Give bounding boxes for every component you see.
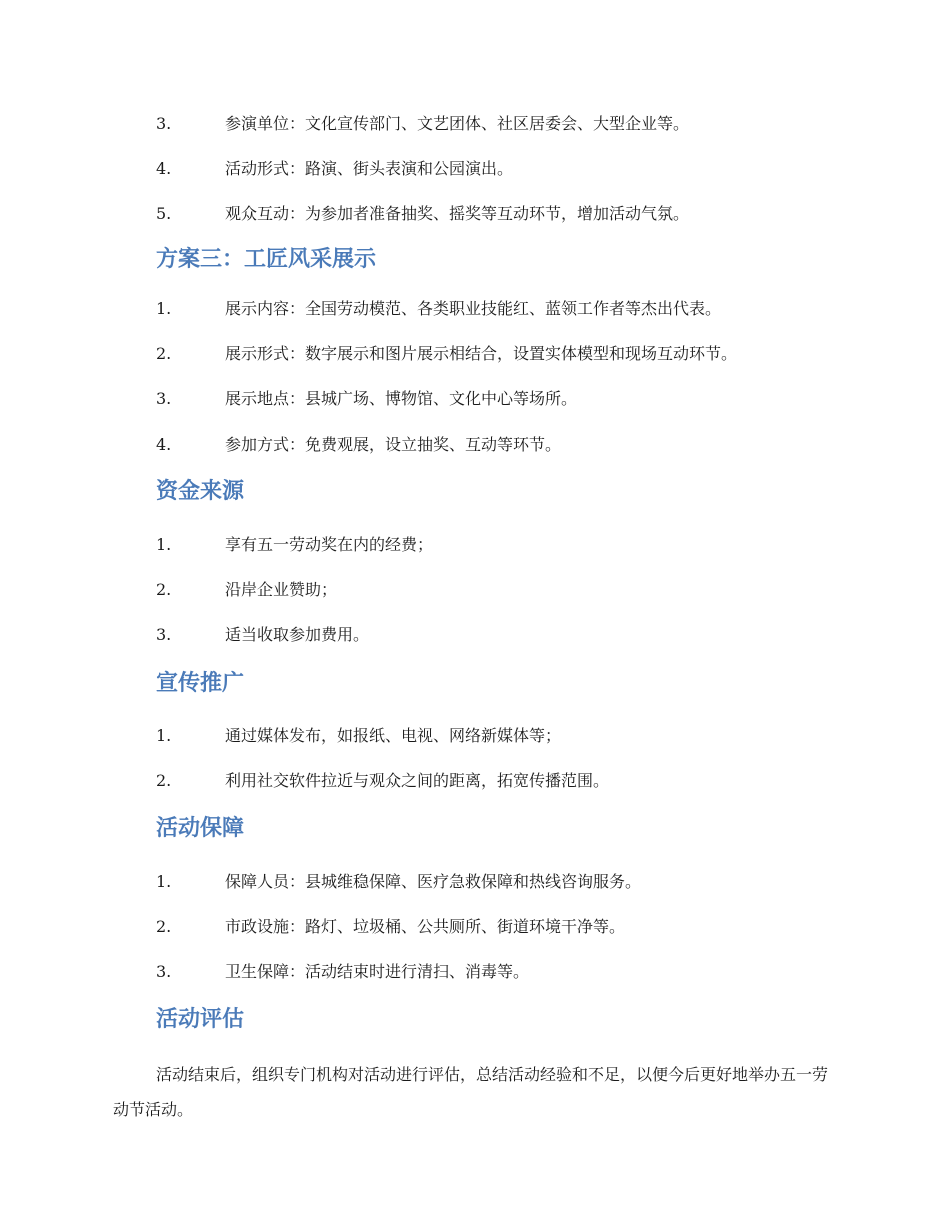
list-number: 3. — [156, 625, 172, 644]
body-paragraph: 活动结束后，组织专门机构对活动进行评估，总结活动经验和不足，以便今后更好地举办五一劳动节活动。 — [113, 1065, 829, 1119]
list-number: 4. — [156, 159, 172, 178]
list-number: 1. — [156, 872, 172, 891]
list-text: 享有五一劳动奖在内的经费； — [225, 535, 434, 554]
list-number: 2. — [156, 580, 172, 599]
section-heading: 资金来源 — [156, 479, 245, 504]
section-heading: 宣传推广 — [156, 671, 245, 696]
list-text: 保障人员：县城维稳保障、医疗急救保障和热线咨询服务。 — [225, 872, 642, 891]
list-number: 3. — [156, 114, 172, 133]
list-text: 利用社交软件拉近与观众之间的距离，拓宽传播范围。 — [225, 771, 610, 790]
list-text: 通过媒体发布，如报纸、电视、网络新媒体等； — [225, 726, 562, 745]
list-text: 展示形式：数字展示和图片展示相结合，设置实体模型和现场互动环节。 — [225, 344, 738, 363]
list-text: 活动形式：路演、街头表演和公园演出。 — [225, 159, 514, 178]
list-text: 卫生保障：活动结束时进行清扫、消毒等。 — [225, 962, 530, 981]
list-number: 3. — [156, 389, 172, 408]
section-heading: 方案三：工匠风采展示 — [156, 247, 377, 272]
list-number: 3. — [156, 962, 172, 981]
list-text: 参加方式：免费观展，设立抽奖、互动等环节。 — [225, 435, 562, 454]
list-text: 展示内容：全国劳动模范、各类职业技能红、蓝领工作者等杰出代表。 — [225, 299, 722, 318]
list-number: 2. — [156, 344, 172, 363]
list-number: 2. — [156, 771, 172, 790]
list-text: 展示地点：县城广场、博物馆、文化中心等场所。 — [225, 389, 578, 408]
section-heading: 活动评估 — [156, 1007, 245, 1032]
list-text: 观众互动：为参加者准备抽奖、摇奖等互动环节，增加活动气氛。 — [225, 204, 690, 223]
section-heading: 活动保障 — [156, 816, 245, 841]
list-text: 参演单位：文化宣传部门、文艺团体、社区居委会、大型企业等。 — [225, 114, 690, 133]
list-number: 1. — [156, 535, 172, 554]
list-number: 4. — [156, 435, 172, 454]
list-text: 沿岸企业赞助； — [225, 580, 338, 599]
list-number: 5. — [156, 204, 172, 223]
list-text: 市政设施：路灯、垃圾桶、公共厕所、街道环境干净等。 — [225, 917, 626, 936]
list-text: 适当收取参加费用。 — [225, 625, 370, 644]
list-number: 1. — [156, 299, 172, 318]
list-number: 1. — [156, 726, 172, 745]
list-number: 2. — [156, 917, 172, 936]
